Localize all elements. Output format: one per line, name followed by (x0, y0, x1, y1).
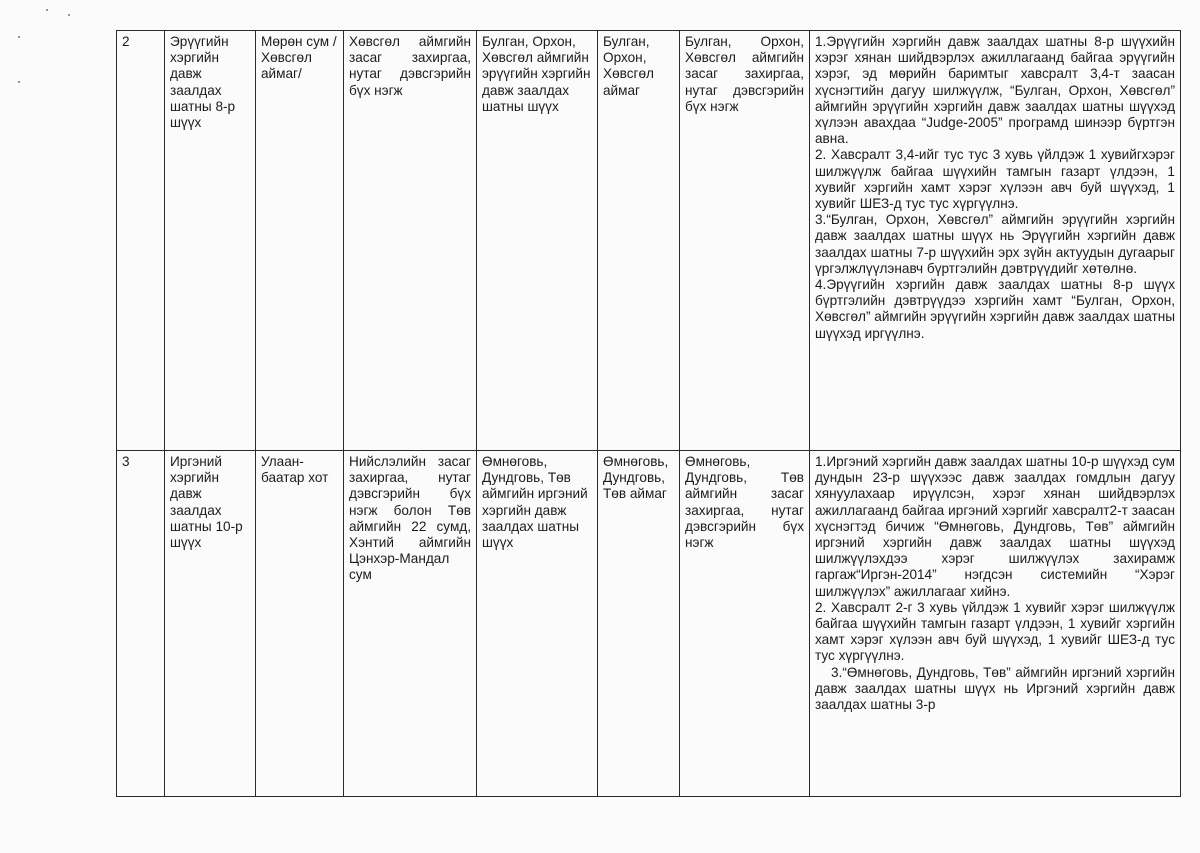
table-row (117, 451, 1181, 797)
new-court-cell: Өмнөговь, Дундговь, Төв аймгийн иргэний хэргийн давж заалдах шатны шүүх (477, 451, 598, 797)
jurisdiction-cell: Нийслэлийн засаг захиргаа, нутаг дэвсгэрийн бүх нэгж болон Төв аймгийн 22 сумд, Хэнтий аймгийн Цэнхэр-Мандал сум (344, 451, 477, 797)
actions-cell (810, 31, 1181, 451)
new-court-cell: Булган, Орхон, Хөвсгөл аймгийн эрүүгийн хэргийн давж заалдах шатны шүүх (477, 31, 598, 451)
action-paragraph: 2. Хавсралт 3,4-ийг тус тус 3 хувь үйлдэж 1 хувийгхэрэг шилжүүлж байгаа шүүхийн тамгын газарт үлдээн, 1 хувийг хэргийн хамт хэрэг хүлээн авч буй шүүхэд, 1 хувийг ШЕЗ-д тус тус хүргүүлнэ. (815, 147, 1175, 212)
scan-speck (46, 9, 48, 11)
action-paragraph: 1.Иргэний хэргийн давж заалдах шатны 10-р шүүхэд сум дундын 23-р шүүхээс давж заалдах гомдлын дагуу хянуулахаар ирүүлсэн, хэрэг хянан шийдвэрлэх ажиллагаанд байгаа иргэний хэргийг хавсралт2-т заасан хүснэгтэд бичиж “Өмнөговь, Дундговь, Төв” аймгийн иргэний хэргийн давж заалдах шатны шүүхэд шилжүүлэхдээ хэрэг шилжүүлэх захирамж гаргаж“Иргэн-2014” нэгдсэн системийн “Хэрэг шилжүүлэх” ажиллагааг хийнэ. (815, 454, 1175, 599)
court-name-cell: Иргэний хэргийн давж заалдах шатны 10-р шүүх (165, 451, 256, 797)
scan-speck (68, 14, 70, 16)
table-row (117, 31, 1181, 451)
new-jurisdiction-cell: Өмнөговь, Дундговь, Төв аймгийн засаг захиргаа, нутаг дэвсгэрийн бүх нэгж (680, 451, 810, 797)
jurisdiction-cell: Хөвсгөл аймгийн засаг захиргаа, нутаг дэвсгэрийн бүх нэгж (344, 31, 477, 451)
court-name-cell: Эрүүгийн хэргийн давж заалдах шатны 8-р шүүх (165, 31, 256, 451)
action-paragraph: 1.Эрүүгийн хэргийн давж заалдах шатны 8-р шүүхийн хэрэг хянан шийдвэрлэх ажиллагаанд байгаа эрүүгийн хэрэг, эд мөрийн баримтыг хавсралт 3,4-т заасан хүснэгтийн дагуу шилжүүлж, “Булган, Орхон, Хөвсгөл” аймгийн эрүүгийн хэргийн давж заалдах шатны шүүхэд хүлээн авахдаа “Judge-2005” програмд шинээр бүртгэн авна. (815, 34, 1175, 147)
court-restructure-table (116, 30, 1181, 797)
scan-speck (18, 36, 20, 38)
actions-cell (810, 451, 1181, 797)
new-location-cell: Булган, Орхон, Хөвсгөл аймаг (598, 31, 680, 451)
location-cell: Улаан-баатар хот (256, 451, 344, 797)
action-paragraph: 3.“Өмнөговь, Дундговь, Төв” аймгийн иргэний хэргийн давж заалдах шатны шүүх нь Иргэний хэргийн давж заалдах шатны 3-р (815, 664, 1175, 713)
row-number: 2 (117, 31, 165, 451)
action-paragraph: 4.Эрүүгийн хэргийн давж заалдах шатны 8-р шүүх бүртгэлийн дэвтрүүдээ хэргийн хамт “Булган, Орхон, Хөвсгөл” аймгийн эрүүгийн хэргийн давж заалдах шатны шүүхэд иргүүлнэ. (815, 277, 1175, 341)
location-cell: Мөрөн сум /Хөвсгөл аймаг/ (256, 31, 344, 451)
scan-speck (18, 81, 20, 83)
action-paragraph: 2. Хавсралт 2-г 3 хувь үйлдэж 1 хувийг хэрэг шилжүүлж байгаа шүүхийн тамгын газарт үлдээн, 1 хувийг хэргийн хамт хэрэг хүлээн авч буй шүүхэд, 1 хувийг ШЕЗ-д тус тус хүргүүлнэ. (815, 599, 1175, 664)
new-jurisdiction-cell: Булган, Орхон, Хөвсгөл аймгийн засаг захиргаа, нутаг дэвсгэрийн бүх нэгж (680, 31, 810, 451)
row-number: 3 (117, 451, 165, 797)
action-paragraph: 3.“Булган, Орхон, Хөвсгөл” аймгийн эрүүгийн хэргийн давж заалдах шатны шүүх нь Эрүүгийн хэргийн давж заалдах шатны 7-р шүүхийн эрх зүйн актуудын дугаарыг үргэлжлүүлэнавч бүртгэлийн дэвтрүүдийг хөтөлнө. (815, 212, 1175, 276)
new-location-cell: Өмнөговь, Дундговь, Төв аймаг (598, 451, 680, 797)
